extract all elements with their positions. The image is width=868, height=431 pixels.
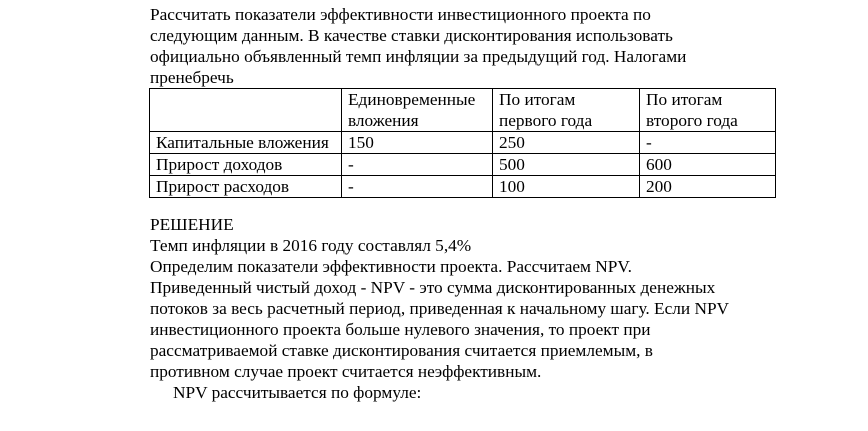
row-label: Прирост доходов — [150, 154, 342, 176]
npv-line: инвестиционного проекта больше нулевого значения, то проект при — [150, 320, 651, 339]
table-row — [150, 176, 776, 198]
table-header-cell — [150, 89, 342, 132]
table-cell: 100 — [493, 176, 640, 198]
row-label: Прирост расходов — [150, 176, 342, 198]
task-line: следующим данным. В качестве ставки дисконтирования использовать — [150, 26, 673, 45]
table-header-cell: Единовременные вложения — [342, 89, 493, 132]
table-row — [150, 154, 776, 176]
table-header-cell: По итогам первого года — [493, 89, 640, 132]
npv-line: потоков за весь расчетный период, приведенная к начальному шагу. Если NPV — [150, 299, 730, 318]
inflation-statement: Темп инфляции в 2016 году составлял 5,4% — [150, 236, 472, 255]
table-header-cell: По итогам второго года — [640, 89, 776, 132]
table-cell: 600 — [640, 154, 776, 176]
row-label: Капитальные вложения — [150, 132, 342, 154]
formula-intro: NPV рассчитывается по формуле: — [173, 383, 422, 402]
table-header-row — [150, 89, 776, 132]
npv-explanation — [150, 256, 776, 382]
table-cell: 150 — [342, 132, 493, 154]
npv-line: Определим показатели эффективности проекта. Рассчитаем NPV. — [150, 257, 632, 276]
task-statement — [150, 4, 776, 88]
table-cell: 200 — [640, 176, 776, 198]
task-line: официально объявленный темп инфляции за предыдущий год. Налогами — [150, 47, 687, 66]
solution-heading: РЕШЕНИЕ — [150, 215, 234, 234]
table-cell: - — [640, 132, 776, 154]
document-page — [150, 0, 776, 403]
npv-line: противном случае проект считается неэффективным. — [150, 362, 542, 381]
investment-data-table — [149, 88, 776, 198]
table-cell: - — [342, 176, 493, 198]
npv-line: Приведенный чистый доход - NPV - это сумма дисконтированных денежных — [150, 278, 716, 297]
table-cell: 500 — [493, 154, 640, 176]
table-cell: - — [342, 154, 493, 176]
table-row — [150, 132, 776, 154]
table-cell: 250 — [493, 132, 640, 154]
npv-line: рассматриваемой ставке дисконтирования считается приемлемым, в — [150, 341, 653, 360]
task-line: пренебречь — [150, 68, 234, 87]
task-line: Рассчитать показатели эффективности инвестиционного проекта по — [150, 5, 651, 24]
spacer — [150, 198, 776, 214]
